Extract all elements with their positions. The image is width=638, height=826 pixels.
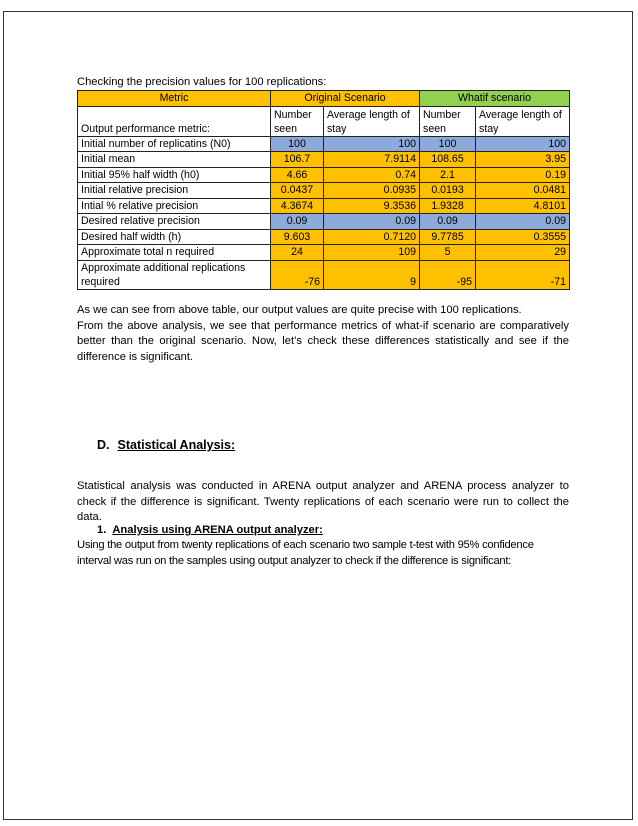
table-cell: 0.09 [420,214,476,230]
subsection-title: Analysis using ARENA output analyzer: [112,524,323,536]
table-cell: 9.603 [271,229,324,245]
table-cell: 108.65 [420,152,476,168]
table-row [78,183,570,199]
table-cell: 0.09 [271,214,324,230]
table-cell: 0.7120 [324,229,420,245]
col-header-number-seen-orig: Number seen [271,106,324,136]
table-cell: 0.0437 [271,183,324,199]
table-row [78,198,570,214]
table-cell: -95 [420,260,476,289]
table-cell: 109 [324,245,420,261]
table-cell: 0.19 [476,167,570,183]
table-cell: 0.09 [476,214,570,230]
whatif-scenario-header: Whatif scenario [420,91,570,107]
table-cell: 5 [420,245,476,261]
statistical-analysis-paragraph: Statistical analysis was conducted in ARENA output analyzer and ARENA process analyzer to check if the difference is significant. Twenty replications of each scenario were run to collect the data. [77,480,569,524]
table-cell: -76 [271,260,324,289]
section-heading [97,438,235,452]
document-page [3,11,633,820]
table-cell: 100 [420,136,476,152]
table-cell: 7.9114 [324,152,420,168]
table-row [78,167,570,183]
table-cell: 1.9328 [420,198,476,214]
table-row [78,260,570,289]
table-row [78,245,570,261]
table-cell: 0.0935 [324,183,420,199]
table-cell: 9 [324,260,420,289]
row-label: Intial % relative precision [78,198,271,214]
table-cell: 106.7 [271,152,324,168]
section-letter: D. [97,438,110,452]
row-label: Initial relative precision [78,183,271,199]
table-cell: 0.0193 [420,183,476,199]
table-cell: 9.3536 [324,198,420,214]
table-row [78,214,570,230]
subsection-heading [97,524,323,536]
subsection-number: 1. [97,524,107,536]
column-header-row [78,106,570,136]
row-label: Approximate total n required [78,245,271,261]
table-cell: 2.1 [420,167,476,183]
group-header-row [78,91,570,107]
table-row [78,136,570,152]
row-label: Initial number of replicatins (N0) [78,136,271,152]
results-paragraph [77,303,569,365]
table-cell: 100 [271,136,324,152]
row-label: Approximate additional replications required [78,260,271,289]
table-cell: 29 [476,245,570,261]
table-cell: 9.7785 [420,229,476,245]
results-line-2: From the above analysis, we see that performance metrics of what-if scenario are comparatively better than the original scenario. Now, let’s check these differences statistically and see if the difference is significant. [77,319,569,363]
row-label: Initial mean [78,152,271,168]
table-cell: 3.95 [476,152,570,168]
table-row [78,229,570,245]
table-cell: 100 [324,136,420,152]
table-cell: 100 [476,136,570,152]
table-intro: Checking the precision values for 100 replications: [77,76,327,88]
col-header-avg-length-orig: Average length of stay [324,106,420,136]
table-row [78,152,570,168]
row-label-header: Output performance metric: [78,106,271,136]
table-cell: 0.74 [324,167,420,183]
table-cell: 24 [271,245,324,261]
table-cell: -71 [476,260,570,289]
original-scenario-header: Original Scenario [271,91,420,107]
section-title: Statistical Analysis: [117,438,236,452]
row-label: Desired relative precision [78,214,271,230]
row-label: Desired half width (h) [78,229,271,245]
table-cell: 0.3555 [476,229,570,245]
col-header-number-seen-whatif: Number seen [420,106,476,136]
metric-header: Metric [78,91,271,107]
row-label: Initial 95% half width (h0) [78,167,271,183]
precision-table [77,90,570,290]
table-cell: 4.66 [271,167,324,183]
table-cell: 0.09 [324,214,420,230]
table-cell: 0.0481 [476,183,570,199]
table-cell: 4.8101 [476,198,570,214]
col-header-avg-length-whatif: Average length of stay [476,106,570,136]
results-line-1: As we can see from above table, our output values are quite precise with 100 replications. [77,304,522,316]
table-cell: 4.3674 [271,198,324,214]
output-analyzer-paragraph: Using the output from twenty replications of each scenario two sample t-test with 95% confidence interval was run on the samples using output analyzer to check if the difference is significant: [77,539,534,567]
